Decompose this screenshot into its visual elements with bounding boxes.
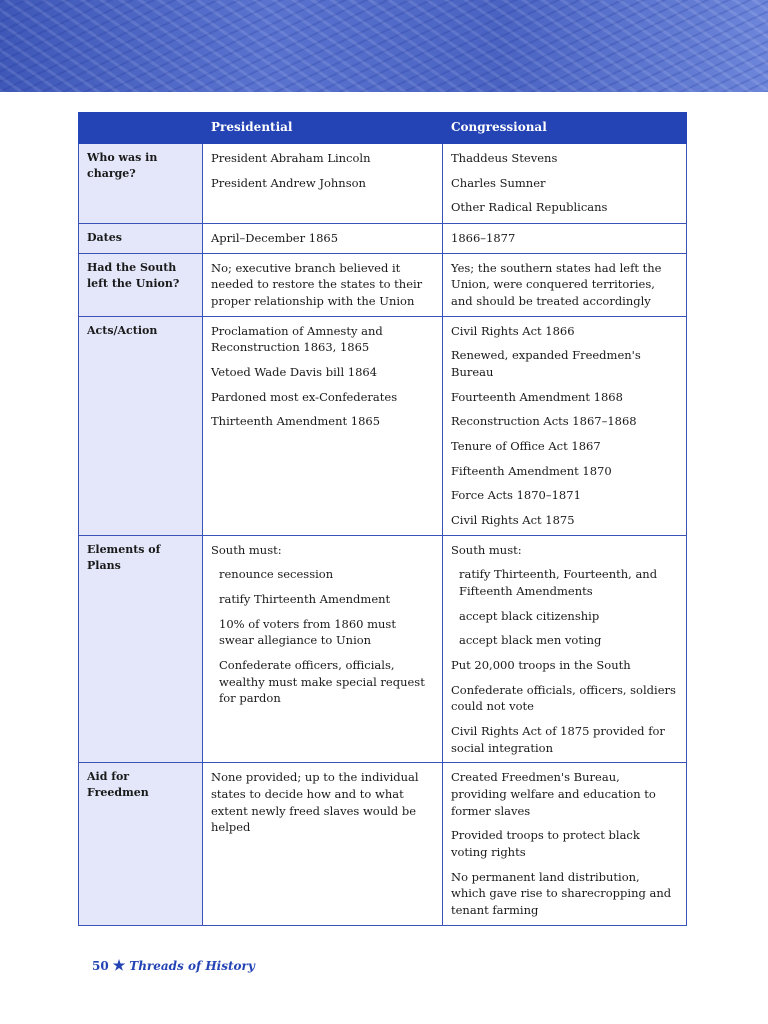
list-item: Civil Rights Act of 1875 provided for social integration (451, 724, 665, 755)
list-item: Renewed, expanded Freedmen's Bureau (451, 348, 641, 380)
list-item: South must: (211, 542, 282, 557)
list-item: Fifteenth Amendment 1870 (451, 463, 612, 478)
list-item: Other Radical Republicans (451, 200, 608, 215)
header-blank-cell (79, 113, 203, 144)
table-row (79, 763, 687, 925)
list-item: Put 20,000 troops in the South (451, 658, 631, 673)
table-row (79, 316, 687, 535)
list-item: accept black citizenship (459, 608, 600, 623)
presidential-cell (203, 316, 443, 535)
list-item: None provided; up to the individual states to decide how and to what extent newly freed slaves would be helped (211, 770, 419, 835)
list-item: Civil Rights Act 1866 (451, 323, 575, 338)
header-presidential: Presidential (203, 113, 443, 144)
list-item: Reconstruction Acts 1867–1868 (451, 414, 637, 429)
list-item: Yes; the southern states had left the Union, were conquered territories, and should be treated accordingly (451, 260, 662, 309)
list-item: Confederate officers, officials, wealthy must make special request for pardon (219, 658, 425, 706)
congressional-cell (443, 253, 687, 316)
list-item: No; executive branch believed it needed to restore the states to their proper relationship with the Union (211, 260, 423, 309)
header-congressional: Congressional (443, 113, 687, 144)
list-item: Force Acts 1870–1871 (451, 488, 581, 503)
row-label: Who was in charge? (79, 144, 203, 224)
table-header-row (79, 113, 687, 144)
list-item: Vetoed Wade Davis bill 1864 (211, 365, 378, 380)
page-footer (92, 958, 255, 974)
presidential-cell (203, 144, 443, 224)
list-item: 1866–1877 (451, 231, 516, 245)
list-item: Fourteenth Amendment 1868 (451, 389, 623, 404)
reconstruction-comparison-table (78, 112, 687, 926)
reconstruction-table-container (78, 112, 686, 926)
list-item: renounce secession (219, 567, 334, 582)
list-item: Created Freedmen's Bureau, providing welfare and education to former slaves (451, 770, 656, 818)
list-item: President Andrew Johnson (211, 175, 366, 190)
congressional-cell (443, 144, 687, 224)
list-item: Pardoned most ex-Confederates (211, 389, 398, 404)
congressional-cell (443, 224, 687, 254)
list-item: 10% of voters from 1860 must swear allegiance to Union (219, 616, 396, 648)
list-item: ratify Thirteenth Amendment (219, 592, 391, 607)
congressional-cell (443, 535, 687, 763)
star-icon: ★ (112, 958, 126, 974)
list-item: Proclamation of Amnesty and Reconstruction 1863, 1865 (211, 323, 383, 355)
list-item: ratify Thirteenth, Fourteenth, and Fifteenth Amendments (459, 567, 658, 599)
list-item: Tenure of Office Act 1867 (451, 439, 601, 454)
table-row (79, 224, 687, 254)
list-item: Confederate officials, officers, soldiers could not vote (451, 682, 676, 714)
list-item: Charles Sumner (451, 175, 546, 190)
presidential-cell (203, 763, 443, 925)
congressional-cell (443, 763, 687, 925)
congressional-cell (443, 316, 687, 535)
list-item: Thirteenth Amendment 1865 (211, 414, 381, 429)
presidential-cell (203, 535, 443, 763)
list-item: President Abraham Lincoln (211, 151, 371, 165)
page-number: 50 (92, 959, 109, 973)
table-row (79, 144, 687, 224)
row-label: Dates (79, 224, 203, 254)
row-label: Acts/Action (79, 316, 203, 535)
presidential-cell (203, 224, 443, 254)
book-title: Threads of History (129, 959, 255, 973)
table-row (79, 253, 687, 316)
row-label: Had the South left the Union? (79, 253, 203, 316)
list-item: No permanent land distribution, which gave rise to sharecropping and tenant farming (451, 869, 672, 918)
list-item: South must: (451, 542, 522, 557)
list-item: April–December 1865 (211, 231, 339, 245)
list-item: Thaddeus Stevens (451, 151, 558, 165)
row-label: Elements of Plans (79, 535, 203, 763)
list-item: accept black men voting (459, 633, 602, 648)
table-row (79, 535, 687, 763)
list-item: Civil Rights Act 1875 (451, 513, 575, 528)
row-label: Aid for Freedmen (79, 763, 203, 925)
header-banner (0, 0, 768, 92)
list-item: Provided troops to protect black voting rights (451, 828, 640, 860)
presidential-cell (203, 253, 443, 316)
